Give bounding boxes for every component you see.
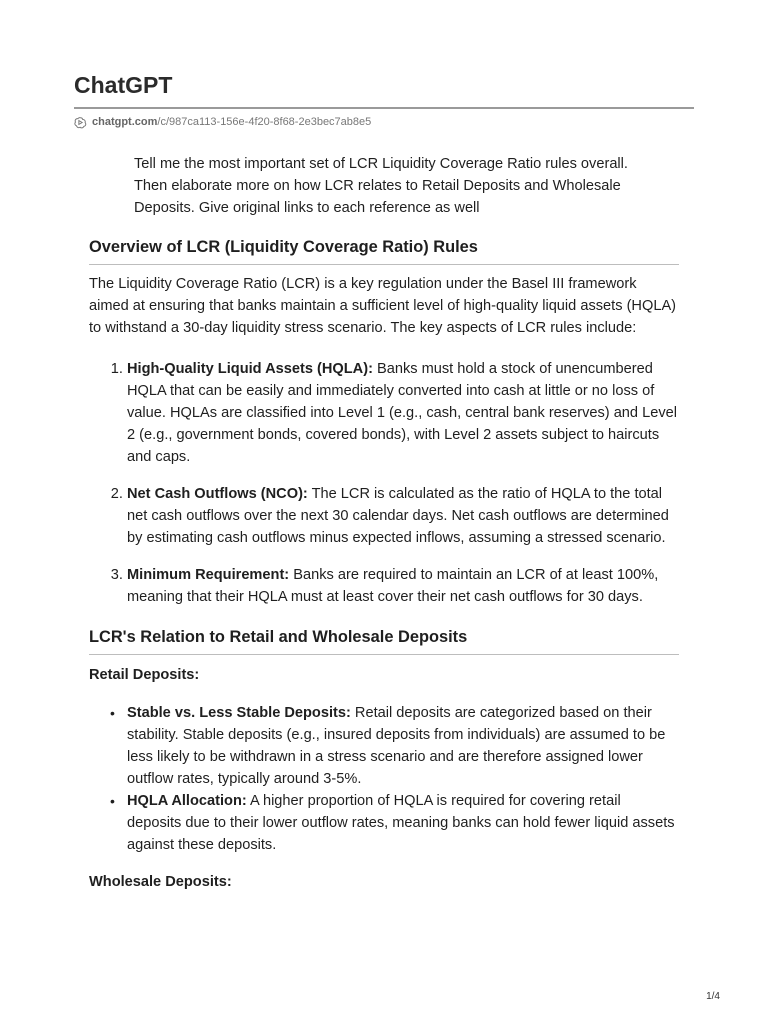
page-number: 1/4	[706, 991, 720, 1002]
list-item-term: HQLA Allocation:	[127, 793, 247, 809]
wholesale-deposits-heading: Wholesale Deposits:	[89, 874, 232, 890]
list-item-term: High-Quality Liquid Assets (HQLA):	[127, 361, 373, 377]
list-item-text: Banks are required to maintain an LCR of at least 100%, meaning that their HQLA must at least cover their net cash outflows for 30 days.	[127, 567, 659, 605]
list-item	[127, 790, 679, 856]
list-item	[127, 358, 679, 468]
list-item-text: Banks must hold a stock of unencumbered HQLA that can be easily and immediately converted into cash at little or no loss of value. HQLAs are classified into Level 1 (e.g., cash, central bank reserves) and Level 2 (e.g., government bonds, covered bonds), with Level 2 assets subject to haircuts and caps.	[127, 361, 677, 465]
list-item-text: Retail deposits are categorized based on their stability. Stable deposits (e.g., insured deposits from individuals) are assumed to be less likely to be withdrawn in a stress scenario and are therefore assigned lower outflow rates, typically around 3-5%.	[127, 705, 666, 787]
list-item-text: A higher proportion of HQLA is required for covering retail deposits due to their lower outflow rates, meaning banks can hold fewer liquid assets against these deposits.	[127, 793, 675, 853]
header-divider	[74, 107, 694, 109]
retail-deposits-heading: Retail Deposits:	[89, 667, 200, 683]
deposits-relation-section	[89, 626, 679, 893]
list-item	[127, 564, 679, 608]
list-item	[127, 702, 679, 790]
source-link[interactable]	[74, 115, 694, 129]
page-title: ChatGPT	[74, 72, 173, 98]
source-domain: chatgpt.com	[92, 116, 158, 128]
lcr-rules-list	[89, 358, 679, 608]
retail-deposits-list	[89, 702, 679, 856]
list-item-term: Minimum Requirement:	[127, 567, 290, 583]
conversation-content	[89, 153, 679, 893]
list-item-term: Stable vs. Less Stable Deposits:	[127, 705, 351, 721]
openai-logo-icon	[74, 116, 87, 129]
section-heading-deposits: LCR's Relation to Retail and Wholesale Deposits	[89, 626, 679, 655]
list-item	[127, 483, 679, 549]
page-header	[74, 70, 694, 129]
lcr-overview-section	[89, 236, 679, 608]
list-item-text: The LCR is calculated as the ratio of HQLA to the total net cash outflows over the next 30 calendar days. Net cash outflows are determined by estimating cash outflows minus expected inflows, assuming a stressed scenario.	[127, 486, 669, 546]
user-prompt: Tell me the most important set of LCR Liquidity Coverage Ratio rules overall. Then elaborate more on how LCR relates to Retail Deposits and Wholesale Deposits. Give original links to each reference as well	[134, 156, 628, 216]
overview-intro: The Liquidity Coverage Ratio (LCR) is a key regulation under the Basel III framework aimed at ensuring that banks maintain a sufficient level of high-quality liquid assets (HQLA) to withstand a 30-day liquidity stress scenario. The key aspects of LCR rules include:	[89, 276, 677, 336]
source-path: /c/987ca113-156e-4f20-8f68-2e3bec7ab8e5	[157, 116, 372, 128]
list-item-term: Net Cash Outflows (NCO):	[127, 486, 308, 502]
section-heading-overview: Overview of LCR (Liquidity Coverage Ratio) Rules	[89, 236, 679, 265]
